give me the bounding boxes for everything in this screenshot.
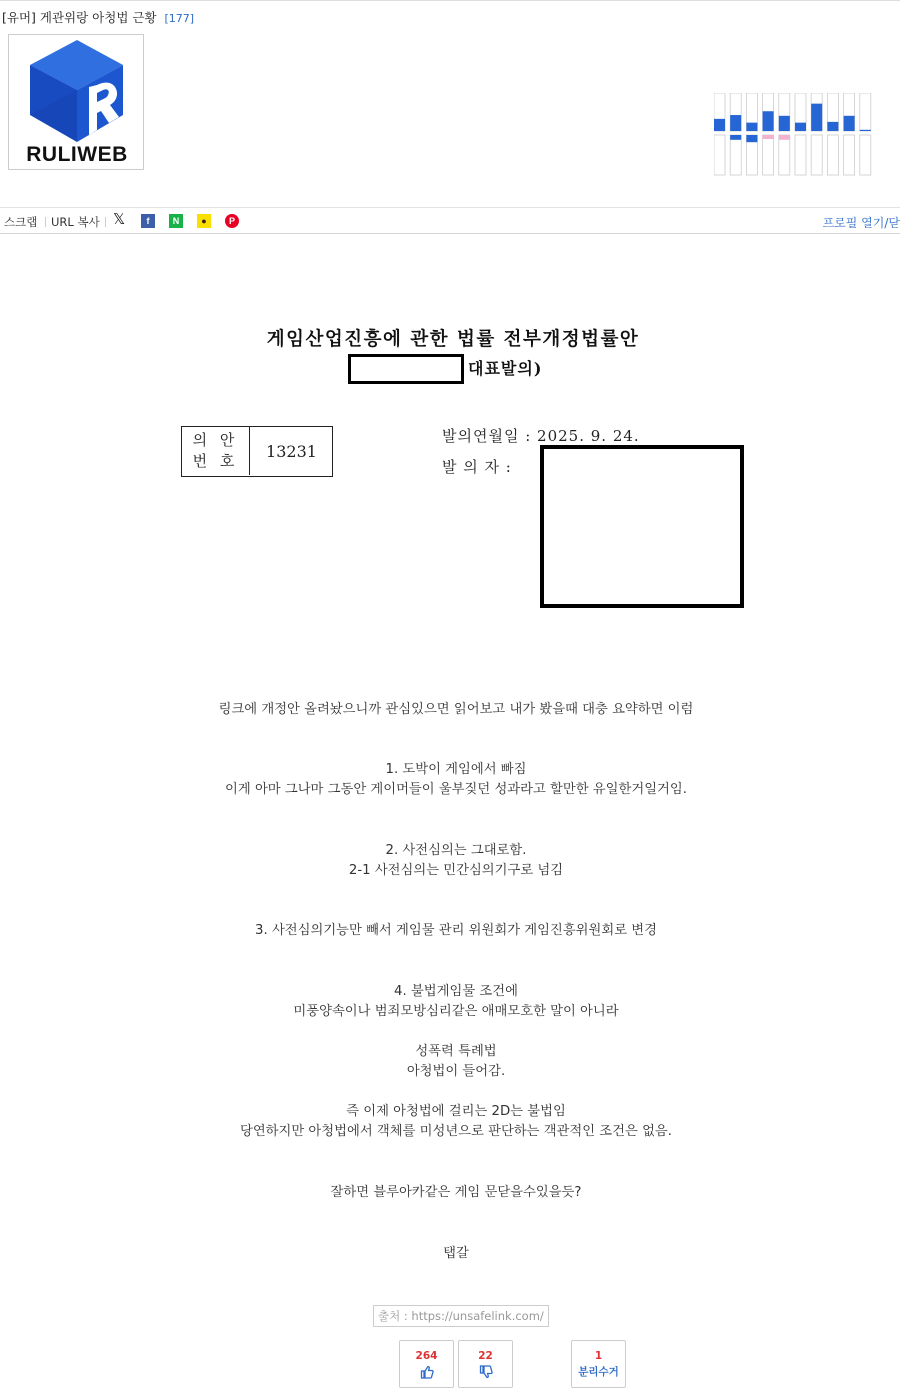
graph-bar-bottom: [779, 135, 790, 140]
graph-slot-bottom: [763, 135, 774, 175]
graph-bar-top: [763, 111, 774, 131]
graph-bar-top: [746, 123, 757, 131]
graph-bar-bottom: [763, 135, 774, 139]
ruliweb-cube-icon: [9, 35, 145, 145]
body-line: 1. 도박이 게임에서 빠짐: [385, 762, 527, 777]
downvote-count: 22: [478, 1350, 493, 1362]
graph-bar-top: [730, 115, 741, 131]
bill-number-table: [181, 426, 333, 477]
body-line: 링크에 개정안 올려놨으니까 관심있으면 읽어보고 내가 봤을때 대충 요약하면 이럼: [218, 702, 694, 717]
graph-slot-bottom: [779, 135, 790, 175]
graph-bar-bottom: [730, 135, 741, 140]
document-title: 게임산업진흥에 관한 법률 전부개정법률안: [266, 329, 640, 350]
ruliweb-logo[interactable]: [8, 34, 144, 170]
upvote-button[interactable]: [399, 1340, 454, 1388]
recycle-label: 분리수거: [578, 1366, 619, 1378]
proposer-label: 발 의 자 :: [442, 458, 512, 476]
post-title-row: [2, 8, 194, 26]
post-title[interactable]: 게관위랑 아청법 근황: [39, 10, 157, 25]
thumbs-up-icon: [400, 1364, 453, 1383]
source-link[interactable]: 출처 : https://unsafelink.com/: [373, 1305, 549, 1327]
post-category: [유머]: [2, 10, 36, 25]
graph-bar-top: [860, 130, 871, 131]
body-line: 3. 사전심의기능만 빼서 게임물 관리 위원회가 게임진흥위원회로 변경: [255, 923, 657, 938]
body-line: 미풍양속이나 범죄모방심리같은 애매모호한 말이 아니라: [293, 1004, 619, 1019]
document-subtitle-suffix: 대표발의): [468, 359, 543, 378]
body-line: 즉 이제 아청법에 걸리는 2D는 불법임: [346, 1104, 566, 1119]
body-line: 2-1 사전심의는 민간심의기구로 넘김: [348, 863, 564, 878]
graph-bar-top: [714, 119, 725, 131]
x-icon[interactable]: 𝕏: [112, 211, 126, 228]
body-line: 2. 사전심의는 그대로함.: [385, 843, 527, 858]
facebook-icon[interactable]: f: [141, 214, 155, 228]
graph-bar-top: [811, 104, 822, 131]
activity-graph: [714, 93, 890, 176]
body-line: 아청법이 들어감.: [406, 1064, 506, 1079]
comment-count[interactable]: [177]: [164, 12, 195, 25]
bill-number-label: 의 안 번 호: [182, 427, 250, 475]
scrap-button[interactable]: 스크랩: [4, 215, 38, 229]
body-line: 당연하지만 아청법에서 객체를 미성년으로 판단하는 객관적인 조건은 없음.: [239, 1124, 672, 1139]
share-separator: [105, 217, 106, 227]
body-line: 성폭력 특례법: [415, 1044, 497, 1059]
share-separator: [45, 217, 46, 227]
body-line: 이게 아마 그나마 그동안 게이머들이 울부짖던 성과라고 할만한 유일한거일거임.: [225, 782, 687, 797]
body-line: 4. 불법게임물 조건에: [394, 984, 518, 999]
naver-icon[interactable]: N: [169, 214, 183, 228]
recycle-count: 1: [594, 1350, 603, 1362]
logo-wordmark: RULIWEB: [26, 143, 128, 166]
share-bar: [0, 207, 900, 234]
graph-bar-top: [795, 123, 806, 131]
graph-slot-bottom: [714, 135, 725, 175]
redacted-proposer-box: [540, 445, 744, 608]
graph-slot-bottom: [730, 135, 741, 175]
recycle-button[interactable]: [571, 1340, 626, 1388]
body-line: 잘하면 블루아카같은 게임 문닫을수있을듯?: [330, 1185, 582, 1200]
graph-slot-bottom: [795, 135, 806, 175]
graph-bar-top: [844, 116, 855, 131]
downvote-button[interactable]: [458, 1340, 513, 1388]
thumbs-down-icon: [459, 1364, 512, 1383]
graph-slot-bottom: [811, 135, 822, 175]
bill-number: 13231: [266, 441, 317, 461]
top-divider: [0, 0, 900, 4]
body-line: 탭갈: [443, 1246, 469, 1261]
upvote-count: 264: [415, 1350, 438, 1362]
pinterest-icon[interactable]: P: [225, 214, 239, 228]
graph-bar-bottom: [746, 135, 757, 142]
graph-slot-top: [860, 93, 871, 131]
graph-slot-bottom: [860, 135, 871, 175]
graph-bar-top: [779, 116, 790, 131]
graph-slot-bottom: [844, 135, 855, 175]
url-copy-button[interactable]: URL 복사: [51, 215, 100, 229]
redacted-name-box: [348, 354, 464, 384]
graph-bar-top: [827, 122, 838, 131]
proposal-date: 발의연월일 : 2025. 9. 24.: [442, 427, 640, 445]
kakaotalk-icon[interactable]: ●: [197, 214, 211, 228]
graph-slot-bottom: [827, 135, 838, 175]
profile-toggle-link[interactable]: 프로필 열기/닫: [822, 216, 900, 230]
